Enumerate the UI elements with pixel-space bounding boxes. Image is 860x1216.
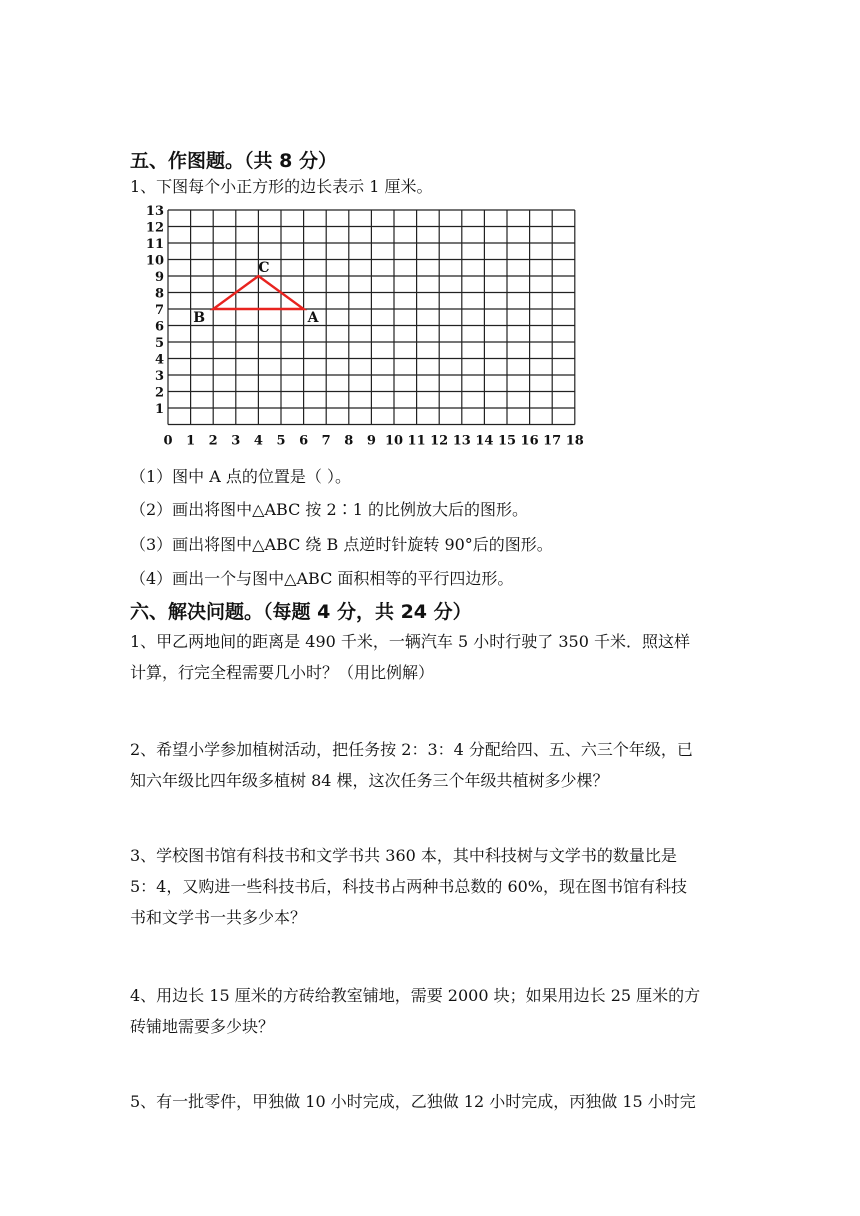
x-tick-label: 0 bbox=[163, 433, 173, 448]
sub-question-2: （2）画出将图中△ABC 按 2∶1 的比例放大后的图形。 bbox=[130, 500, 528, 519]
problem-1-line-2: 计算，行完全程需要几小时？（用比例解） bbox=[130, 663, 435, 682]
x-tick-label: 18 bbox=[565, 433, 584, 448]
x-tick-label: 11 bbox=[407, 433, 426, 448]
x-tick-label: 3 bbox=[231, 433, 241, 448]
x-tick-label: 17 bbox=[543, 433, 562, 448]
y-tick-label: 11 bbox=[145, 237, 164, 252]
y-tick-label: 3 bbox=[154, 369, 164, 384]
x-tick-label: 7 bbox=[321, 433, 331, 448]
problem-3-line-2: 5：4，又购进一些科技书后，科技书占两种书总数的 60%，现在图书馆有科技 bbox=[130, 877, 688, 896]
problem-5-line-1: 5、有一批零件，甲独做 10 小时完成，乙独做 12 小时完成，丙独做 15 小时完 bbox=[130, 1092, 696, 1111]
y-tick-label: 5 bbox=[154, 336, 164, 351]
point-label-c: C bbox=[258, 260, 270, 276]
problem-2-line-1: 2、希望小学参加植树活动，把任务按 2：3：4 分配给四、五、六三个年级，已 bbox=[130, 740, 693, 759]
y-tick-label: 9 bbox=[154, 270, 164, 285]
y-tick-label: 8 bbox=[154, 286, 164, 302]
q1-intro: 1、下图每个小正方形的边长表示 1 厘米。 bbox=[130, 177, 433, 196]
y-tick-label: 4 bbox=[154, 352, 164, 368]
problem-4-line-1: 4、用边长 15 厘米的方砖给教室铺地，需要 2000 块；如果用边长 25 厘米的方 bbox=[130, 986, 701, 1005]
x-tick-label: 15 bbox=[497, 433, 517, 448]
problem-3-line-3: 书和文学书一共多少本？ bbox=[130, 908, 307, 927]
sub-question-3: （3）画出将图中△ABC 绕 B 点逆时针旋转 90°后的图形。 bbox=[130, 535, 553, 554]
x-tick-label: 5 bbox=[276, 433, 286, 448]
x-tick-label: 9 bbox=[366, 433, 376, 448]
y-tick-label: 7 bbox=[154, 303, 164, 318]
x-tick-label: 14 bbox=[475, 433, 494, 448]
point-label-b: B bbox=[193, 310, 206, 326]
sub-question-1: （1）图中 A 点的位置是（ ）。 bbox=[130, 467, 351, 486]
y-tick-label: 10 bbox=[145, 253, 164, 269]
y-tick-label: 6 bbox=[154, 319, 164, 335]
y-tick-label: 12 bbox=[145, 220, 164, 236]
point-label-a: A bbox=[307, 310, 319, 326]
x-tick-label: 16 bbox=[520, 433, 539, 448]
x-tick-label: 1 bbox=[186, 433, 196, 448]
x-tick-label: 8 bbox=[344, 433, 354, 448]
problem-2-line-2: 知六年级比四年级多植树 84 棵，这次任务三个年级共植树多少棵？ bbox=[130, 771, 609, 790]
section6-title: 六、解决问题。（每题 4 分，共 24 分） bbox=[130, 601, 472, 623]
x-tick-label: 6 bbox=[299, 433, 309, 448]
x-tick-label: 2 bbox=[208, 433, 218, 448]
x-tick-label: 10 bbox=[384, 433, 404, 448]
x-tick-label: 4 bbox=[253, 433, 263, 448]
section5-title: 五、作图题。（共 8 分） bbox=[130, 150, 337, 172]
y-tick-label: 13 bbox=[145, 204, 164, 219]
x-tick-label: 13 bbox=[452, 433, 471, 448]
problem-3-line-1: 3、学校图书馆有科技书和文学书共 360 本，其中科技树与文学书的数量比是 bbox=[130, 846, 677, 865]
problem-4-line-2: 砖铺地需要多少块？ bbox=[130, 1017, 275, 1036]
y-tick-label: 2 bbox=[154, 385, 164, 401]
coordinate-grid bbox=[138, 200, 588, 448]
x-tick-label: 12 bbox=[430, 433, 449, 448]
sub-question-4: （4）画出一个与图中△ABC 面积相等的平行四边形。 bbox=[130, 569, 514, 588]
problem-1-line-1: 1、甲乙两地间的距离是 490 千米，一辆汽车 5 小时行驶了 350 千米．照这样 bbox=[130, 632, 690, 651]
y-tick-label: 1 bbox=[154, 402, 164, 417]
